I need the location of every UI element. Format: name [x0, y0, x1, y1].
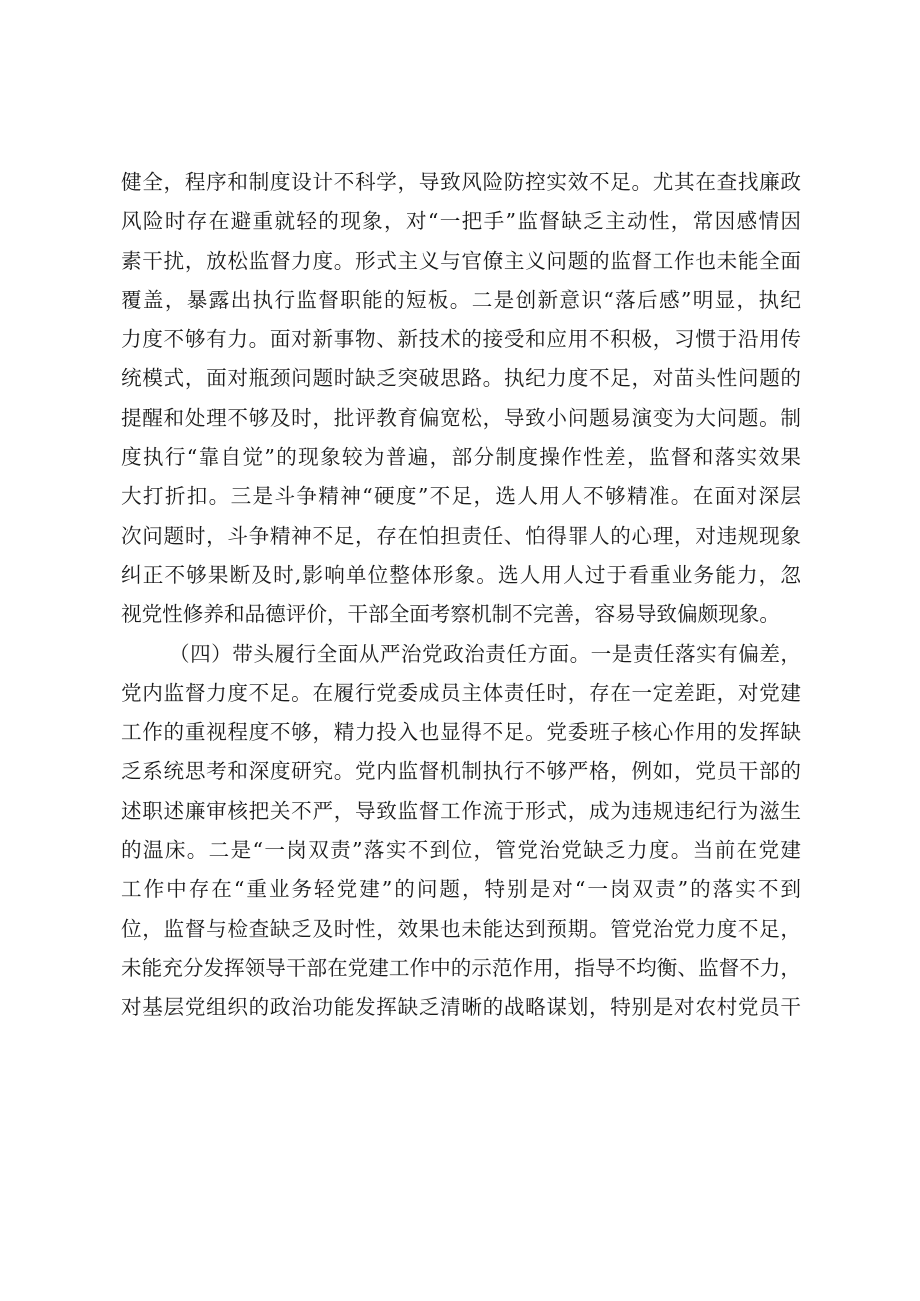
paragraph-1-line-9: 大打折扣。三是斗争精神“硬度”不足，选人用人不够精准。在面对深层	[121, 484, 801, 509]
paragraph-1-line-8: 度执行“靠自觉”的现象较为普遍，部分制度操作性差，监督和落实效果	[121, 445, 801, 470]
paragraph-2-line-9: 未能充分发挥领导干部在党建工作中的示范作用，指导不均衡、监督不力，	[121, 955, 801, 980]
paragraph-1-line-11: 纠正不够果断及时,影响单位整体形象。选人用人过于看重业务能力，忽	[121, 562, 801, 587]
paragraph-2-line-10: 对基层党组织的政治功能发挥缺乏清晰的战略谋划，特别是对农村党员干	[121, 995, 801, 1020]
paragraph-1-line-1: 健全，程序和制度设计不科学，导致风险防控实效不足。尤其在查找廉政	[121, 170, 801, 194]
paragraph-2-line-5: 述职述廉审核把关不严，导致监督工作流于形式，成为违规违纪行为滋生	[121, 798, 801, 823]
paragraph-2-line-4: 乏系统思考和深度研究。党内监督机制执行不够严格，例如，党员干部的	[121, 759, 801, 784]
paragraph-2-line-6: 的温床。二是“一岗双责”落实不到位，管党治党缺乏力度。当前在党建	[121, 838, 801, 863]
body-text	[121, 163, 801, 1028]
paragraph-2-line-1: （四）带头履行全面从严治党政治责任方面。一是责任落实有偏差，	[169, 641, 801, 666]
paragraph-2-line-7: 工作中存在“重业务轻党建”的问题，特别是对“一岗双责”的落实不到	[121, 877, 801, 902]
paragraph-1-line-12: 视党性修养和品德评价，干部全面考察机制不完善，容易导致偏颇现象。	[121, 602, 780, 627]
paragraph-2-line-8: 位，监督与检查缺乏及时性，效果也未能达到预期。管党治党力度不足，	[121, 916, 801, 941]
paragraph-1-line-2: 风险时存在避重就轻的现象，对“一把手”监督缺乏主动性，常因感情因	[121, 209, 801, 234]
paragraph-1-line-3: 素干扰，放松监督力度。形式主义与官僚主义问题的监督工作也未能全面	[121, 248, 801, 273]
paragraph-1-line-4: 覆盖，暴露出执行监督职能的短板。二是创新意识“落后感”明显，执纪	[121, 287, 801, 312]
paragraph-1-line-5: 力度不够有力。面对新事物、新技术的接受和应用不积极，习惯于沿用传	[121, 327, 801, 352]
paragraph-1-line-6: 统模式，面对瓶颈问题时缺乏突破思路。执纪力度不足，对苗头性问题的	[121, 366, 801, 391]
paragraph-1-line-7: 提醒和处理不够及时，批评教育偏宽松，导致小问题易演变为大问题。制	[121, 405, 801, 430]
paragraph-1-line-10: 次问题时，斗争精神不足，存在怕担责任、怕得罪人的心理，对违规现象	[121, 523, 801, 548]
paragraph-2-line-2: 党内监督力度不足。在履行党委成员主体责任时，存在一定差距，对党建	[121, 680, 801, 705]
paragraph-2-line-3: 工作的重视程度不够，精力投入也显得不足。党委班子核心作用的发挥缺	[121, 720, 801, 745]
